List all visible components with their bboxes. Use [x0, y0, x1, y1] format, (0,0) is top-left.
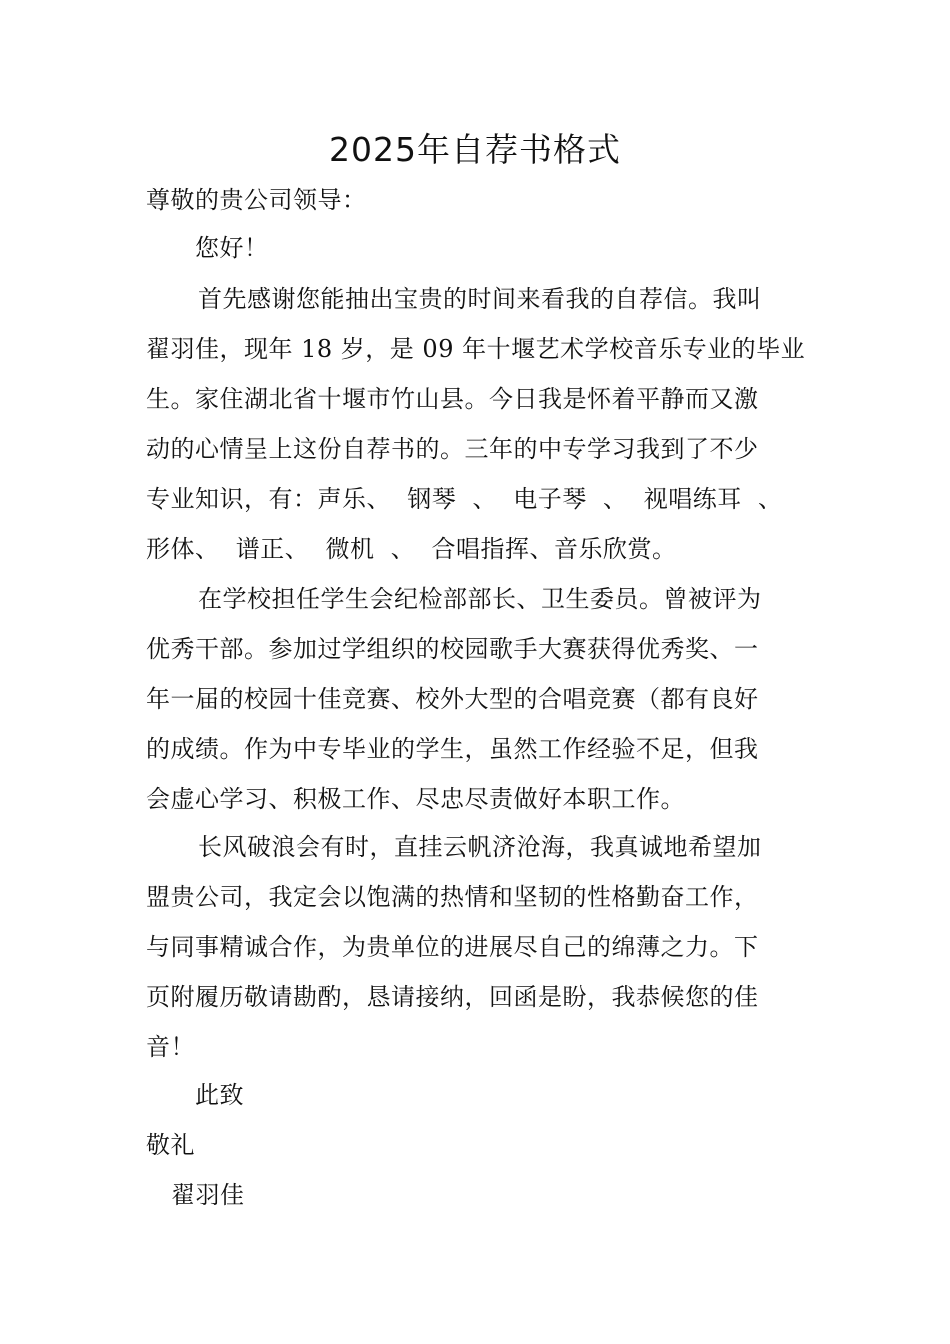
paragraph-line: 首先感谢您能抽出宝贵的时间来看我的自荐信。我叫 [198, 285, 762, 313]
paragraph-line: 动的心情呈上这份自荐书的。三年的中专学习我到了不少 [146, 435, 759, 463]
salutation: 尊敬的贵公司领导： [146, 186, 367, 214]
paragraph-line: 形体、 谱正、 微机 、 合唱指挥、音乐欣赏。 [146, 535, 677, 563]
paragraph-line: 音！ [146, 1033, 195, 1061]
paragraph-line: 的成绩。作为中专毕业的学生，虽然工作经验不足，但我 [146, 735, 759, 763]
paragraph-line: 与同事精诚合作，为贵单位的进展尽自己的绵薄之力。下 [146, 933, 759, 961]
paragraph-line: 生。家住湖北省十堰市竹山县。今日我是怀着平静而又激 [146, 385, 759, 413]
paragraph-line: 盟贵公司，我定会以饱满的热情和坚韧的性格勤奋工作， [146, 883, 759, 911]
closing-phrase: 此致 [195, 1081, 244, 1109]
paragraph-line: 长风破浪会有时，直挂云帆济沧海，我真诚地希望加 [198, 833, 762, 861]
paragraph-line: 页附履历敬请勘酌，恳请接纳，回函是盼，我恭候您的佳 [146, 983, 759, 1011]
closing-salute: 敬礼 [146, 1131, 195, 1159]
greeting: 您好！ [195, 234, 269, 262]
signature-name: 翟羽佳 [171, 1181, 245, 1209]
paragraph-line: 优秀干部。参加过学组织的校园歌手大赛获得优秀奖、一 [146, 635, 759, 663]
paragraph-line: 在学校担任学生会纪检部部长、卫生委员。曾被评为 [198, 585, 762, 613]
paragraph-line: 会虚心学习、积极工作、尽忠尽责做好本职工作。 [146, 785, 685, 813]
document-title: 2025年自荐书格式 [329, 130, 621, 169]
paragraph-line: 年一届的校园十佳竞赛、校外大型的合唱竞赛（都有良好 [146, 685, 759, 713]
paragraph-line: 专业知识，有：声乐、 钢琴 、 电子琴 、 视唱练耳 、 [146, 485, 783, 513]
paragraph-line: 翟羽佳，现年 18 岁，是 09 年十堰艺术学校音乐专业的毕业 [146, 335, 806, 363]
